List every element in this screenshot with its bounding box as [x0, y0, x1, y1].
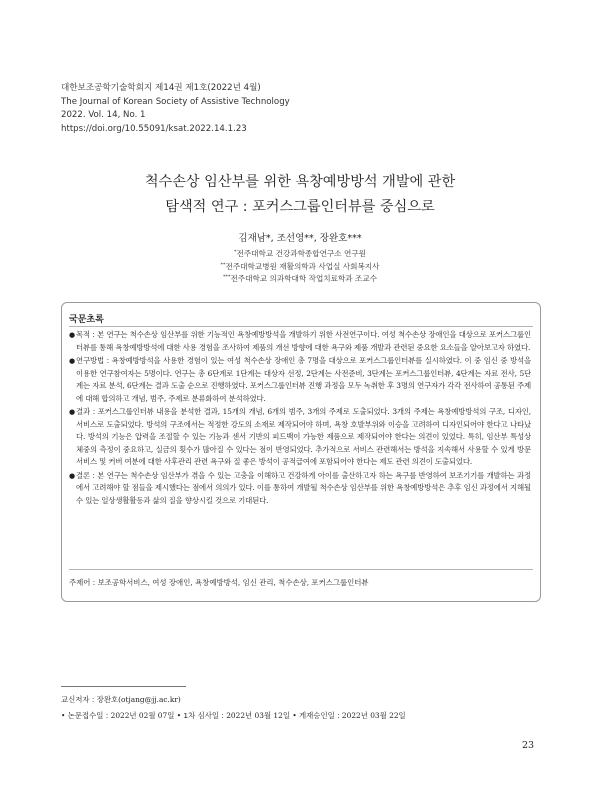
- affiliation: *전주대학교 건강과학종합연구소 연구원: [233, 249, 367, 258]
- keywords-divider: [69, 569, 533, 570]
- authors: 김재남*, 조선영**, 장완호***: [238, 233, 362, 244]
- abstract-body: [69, 329, 531, 508]
- affiliation: ***전주대학교 의과학대학 작업치료학과 조교수: [222, 274, 378, 283]
- journal-korean-name: 대한보조공학기술학회지 제14권 제1호(2022년 4월): [61, 83, 261, 93]
- abstract-heading: 국문초록: [69, 315, 104, 325]
- corresponding-author: 교신저자 : 장완호(otjang@jj.ac.kr): [61, 695, 181, 704]
- footnote-divider: [61, 686, 186, 687]
- abstract-divider: [69, 326, 533, 327]
- footnote: [61, 692, 406, 724]
- keywords-value: 보조공학서비스, 여성 장애인, 욕창예방방석, 임신 관리, 척수손상, 포커스그룹인터뷰: [95, 578, 369, 587]
- keywords: [69, 577, 369, 588]
- affiliation: **전주대학교병원 재활의학과 사업실 사회복지사: [220, 261, 380, 271]
- bullet-icon: ●: [69, 331, 75, 339]
- abstract-results: ● 결과 : 포커스그룹인터뷰 내용을 분석한 결과, 15개의 개념, 6개의 범주, 3개의 주제로 도출되었다. 3개의 주제는 욕창예방방석의 구조, 디자인, 서비스로 도출되었다. 방석의 구조에서는 적정한 강도의 소재로 제작되어야 하며, 욕창 호발부위와 이승을 고려하여 디자인되어야 한다고 나타났다. 방석의 기능은 압력을 조절할 수 있는 기능과 센서 기반의 피드백이 가능한 제품으로 제작되어야 한다는 의견이 있었다. 특히, 임산부 특성상 체중의 측정이 중요하고, 실금의 횟수가 많아질 수 있다는 점이 반영되었다. 추가적으로 서비스 관련해서는 방석을 지속해서 사용할 수 있게 방문서비스 및 커버 여분에 대한 사후관리 관련 욕구와 질 좋은 방석이 공적급여에 포함되어야 한다는 제도 관련 의견이 도출되었다.: [69, 406, 531, 469]
- journal-english-name: The Journal of Korean Society of Assistive Technology: [61, 96, 290, 107]
- title-line-2: 탐색적 연구 : 포커스그룹인터뷰를 중심으로: [165, 199, 435, 215]
- page-number: 23: [522, 740, 535, 751]
- affiliations: [0, 247, 600, 285]
- abstract-methods: ● 연구방법 : 욕창예방방석을 사용한 경험이 있는 여성 척수손상 장애인 총 7명을 대상으로 포커스그룹인터뷰를 실시하였다. 이 중 임신 중 방석을 이용한 연구참여자는 5명이다. 연구는 총 6단계로 1단계는 대상자 선정, 2단계는 사전준비, 3단계는 포커스그룹인터뷰, 4단계는 자료 전사, 5단계는 자료 분석, 6단계는 결과 도출 순으로 진행하였다. 포커스그룹인터뷰 진행 과정을 모두 녹취한 후 3명의 연구자가 각각 전사하여 공통된 주제에 대해 합의하고 개념, 범주, 주제로 분류화하여 분석하였다.: [69, 355, 531, 405]
- bullet-icon: ●: [69, 357, 75, 365]
- title-line-1: 척수손상 임산부를 위한 욕창예방방석 개발에 관한: [144, 174, 456, 190]
- abstract-conclusion: ● 결론 : 본 연구는 척수손상 임산부가 겪을 수 있는 고충을 이해하고 건강하게 아이를 출산하고자 하는 욕구를 반영하여 보조기기를 개발하는 과정에서 고려해야 할 점들을 제시했다는 점에서 의의가 있다. 이를 통하여 개발될 척수손상 임산부를 위한 욕창예방방석은 추후 임신 과정에서 지해될 수 있는 일상생활활동과 삶의 질을 향상시킬 것으로 기대된다.: [69, 470, 531, 508]
- bullet-icon: •: [61, 711, 68, 720]
- bullet-icon: ●: [69, 471, 75, 480]
- paper-title: [0, 170, 600, 220]
- abstract-box: [61, 302, 541, 602]
- journal-doi[interactable]: https://doi.org/10.55091/ksat.2022.14.1.23: [61, 123, 247, 134]
- keywords-label: 주제어 :: [69, 578, 96, 587]
- journal-volume: 2022. Vol. 14, No. 1: [61, 110, 146, 121]
- bullet-icon: ●: [69, 408, 75, 416]
- journal-info: [61, 82, 290, 136]
- dates-line: • 논문접수일 : 2022년 02월 07일 • 1차 심사일 : 2022년 03월 12일 • 게재승인일 : 2022년 03월 22일: [61, 711, 406, 720]
- abstract-purpose: ● 목적 : 본 연구는 척수손상 임산부를 위한 기능적인 욕창예방방석을 개발하기 위한 사전연구이다. 여성 척수손상 장애인을 대상으로 포커스그룹인터뷰를 통해 욕창예방방석에 대한 사용 경험을 조사하여 제품의 개선 방향에 대한 욕구와 제품 개발과 관련된 중요한 요소들을 알아보고자 하였다.: [69, 329, 531, 354]
